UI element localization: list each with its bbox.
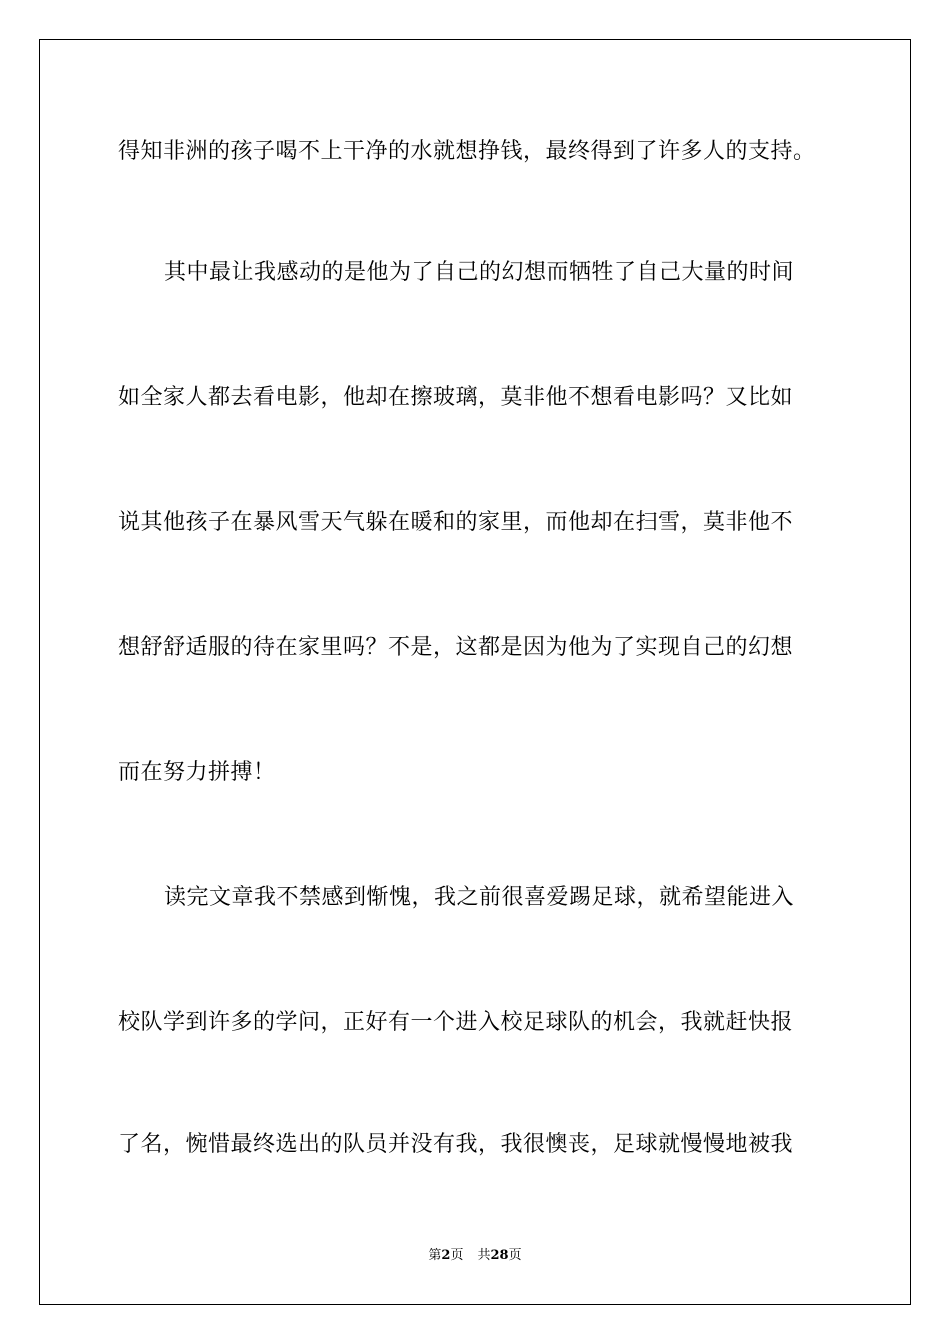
text-line-2: 其中最让我感动的是他为了自己的幻想而牺牲了自己大量的时间 xyxy=(164,260,795,285)
page-suffix: 页 xyxy=(450,1248,464,1263)
text-line-1: 得知非洲的孩子喝不上干净的水就想挣钱，最终得到了许多人的支持。 xyxy=(118,139,816,164)
text-line-6: 而在努力拼搏！ xyxy=(118,760,276,785)
page-prefix: 第 xyxy=(428,1248,442,1263)
total-pages: 28 xyxy=(490,1248,509,1263)
total-prefix: 共 xyxy=(477,1248,491,1263)
text-line-3: 如全家人都去看电影，他却在擦玻璃，莫非他不想看电影吗？又比如 xyxy=(118,385,794,410)
text-line-7: 读完文章我不禁感到惭愧，我之前很喜爱踢足球，就希望能进入 xyxy=(164,885,795,910)
page-border xyxy=(39,39,911,1305)
text-line-8: 校队学到许多的学问，正好有一个进入校足球队的机会，我就赶快报 xyxy=(118,1010,794,1035)
page-footer xyxy=(0,1247,950,1265)
total-suffix: 页 xyxy=(508,1248,522,1263)
text-line-4: 说其他孩子在暴风雪天气躲在暖和的家里，而他却在扫雪，莫非他不 xyxy=(118,510,794,535)
text-line-5: 想舒舒适服的待在家里吗？不是，这都是因为他为了实现自己的幻想 xyxy=(118,635,794,660)
text-line-9: 了名，惋惜最终选出的队员并没有我，我很懊丧，足球就慢慢地被我 xyxy=(118,1132,794,1157)
page-number: 2 xyxy=(441,1248,451,1263)
